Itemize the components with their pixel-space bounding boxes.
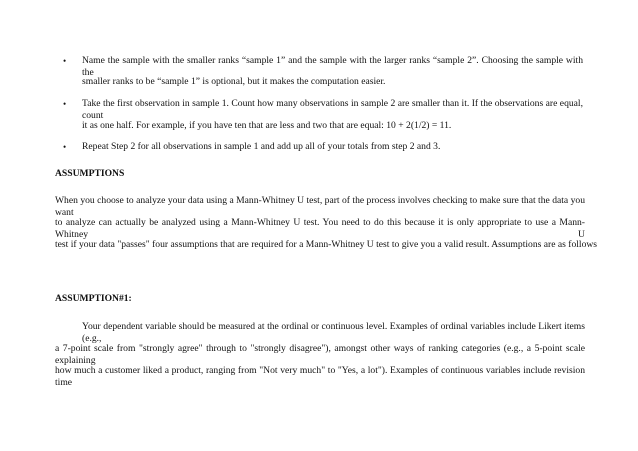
section-heading-assumption-1: ASSUMPTION#1: [55,293,132,304]
bullet-3-line-1: Repeat Step 2 for all observations in sample 1 and add up all of your totals from step 2 and 3. [82,141,441,152]
assumption-1-line-1: Your dependent variable should be measured at the ordinal or continuous level. Examples of ordinal variables include Likert items (e.g., [82,321,585,344]
assumptions-line-3: test if your data "passes" four assumptions that are required for a Mann-Whitney U test to give you a valid result. Assumptions are as follows [55,239,598,250]
section-heading-assumptions: ASSUMPTIONS [55,168,125,179]
bullet-1-line-2: smaller ranks to be “sample 1” is optional, but it makes the computation easier. [82,76,386,87]
bullet-2-line-2: it as one half. For example, if you have ten that are less and two that are equal: 10 + 2(1/2) = 11. [82,120,452,131]
bullet-1-line-1: Name the sample with the smaller ranks “sample 1” and the sample with the larger ranks “sample 2”. Choosing the sample with the [82,55,583,78]
bullet-marker: • [63,142,67,152]
bullet-marker: • [63,99,67,109]
assumption-1-line-2: a 7-point scale from "strongly agree" through to "strongly disagree"), amongst other ways of ranking categories (e.g., a 5-point scale explaining [55,343,585,366]
assumptions-line-1: When you choose to analyze your data using a Mann-Whitney U test, part of the process involves checking to make sure that the data you want [55,195,585,218]
bullet-2-line-1: Take the first observation in sample 1. Count how many observations in sample 2 are smaller than it. If the observations are equal, count [82,98,583,121]
assumption-1-line-3: how much a customer liked a product, ranging from "Not very much" to "Yes, a lot"). Examples of continuous variables include revision time [55,365,585,388]
assumptions-line-2: to analyze can actually be analyzed using a Mann-Whitney U test. You need to do this because it is only appropriate to use a Mann-Whitney U [55,217,585,240]
bullet-marker: • [63,56,67,66]
